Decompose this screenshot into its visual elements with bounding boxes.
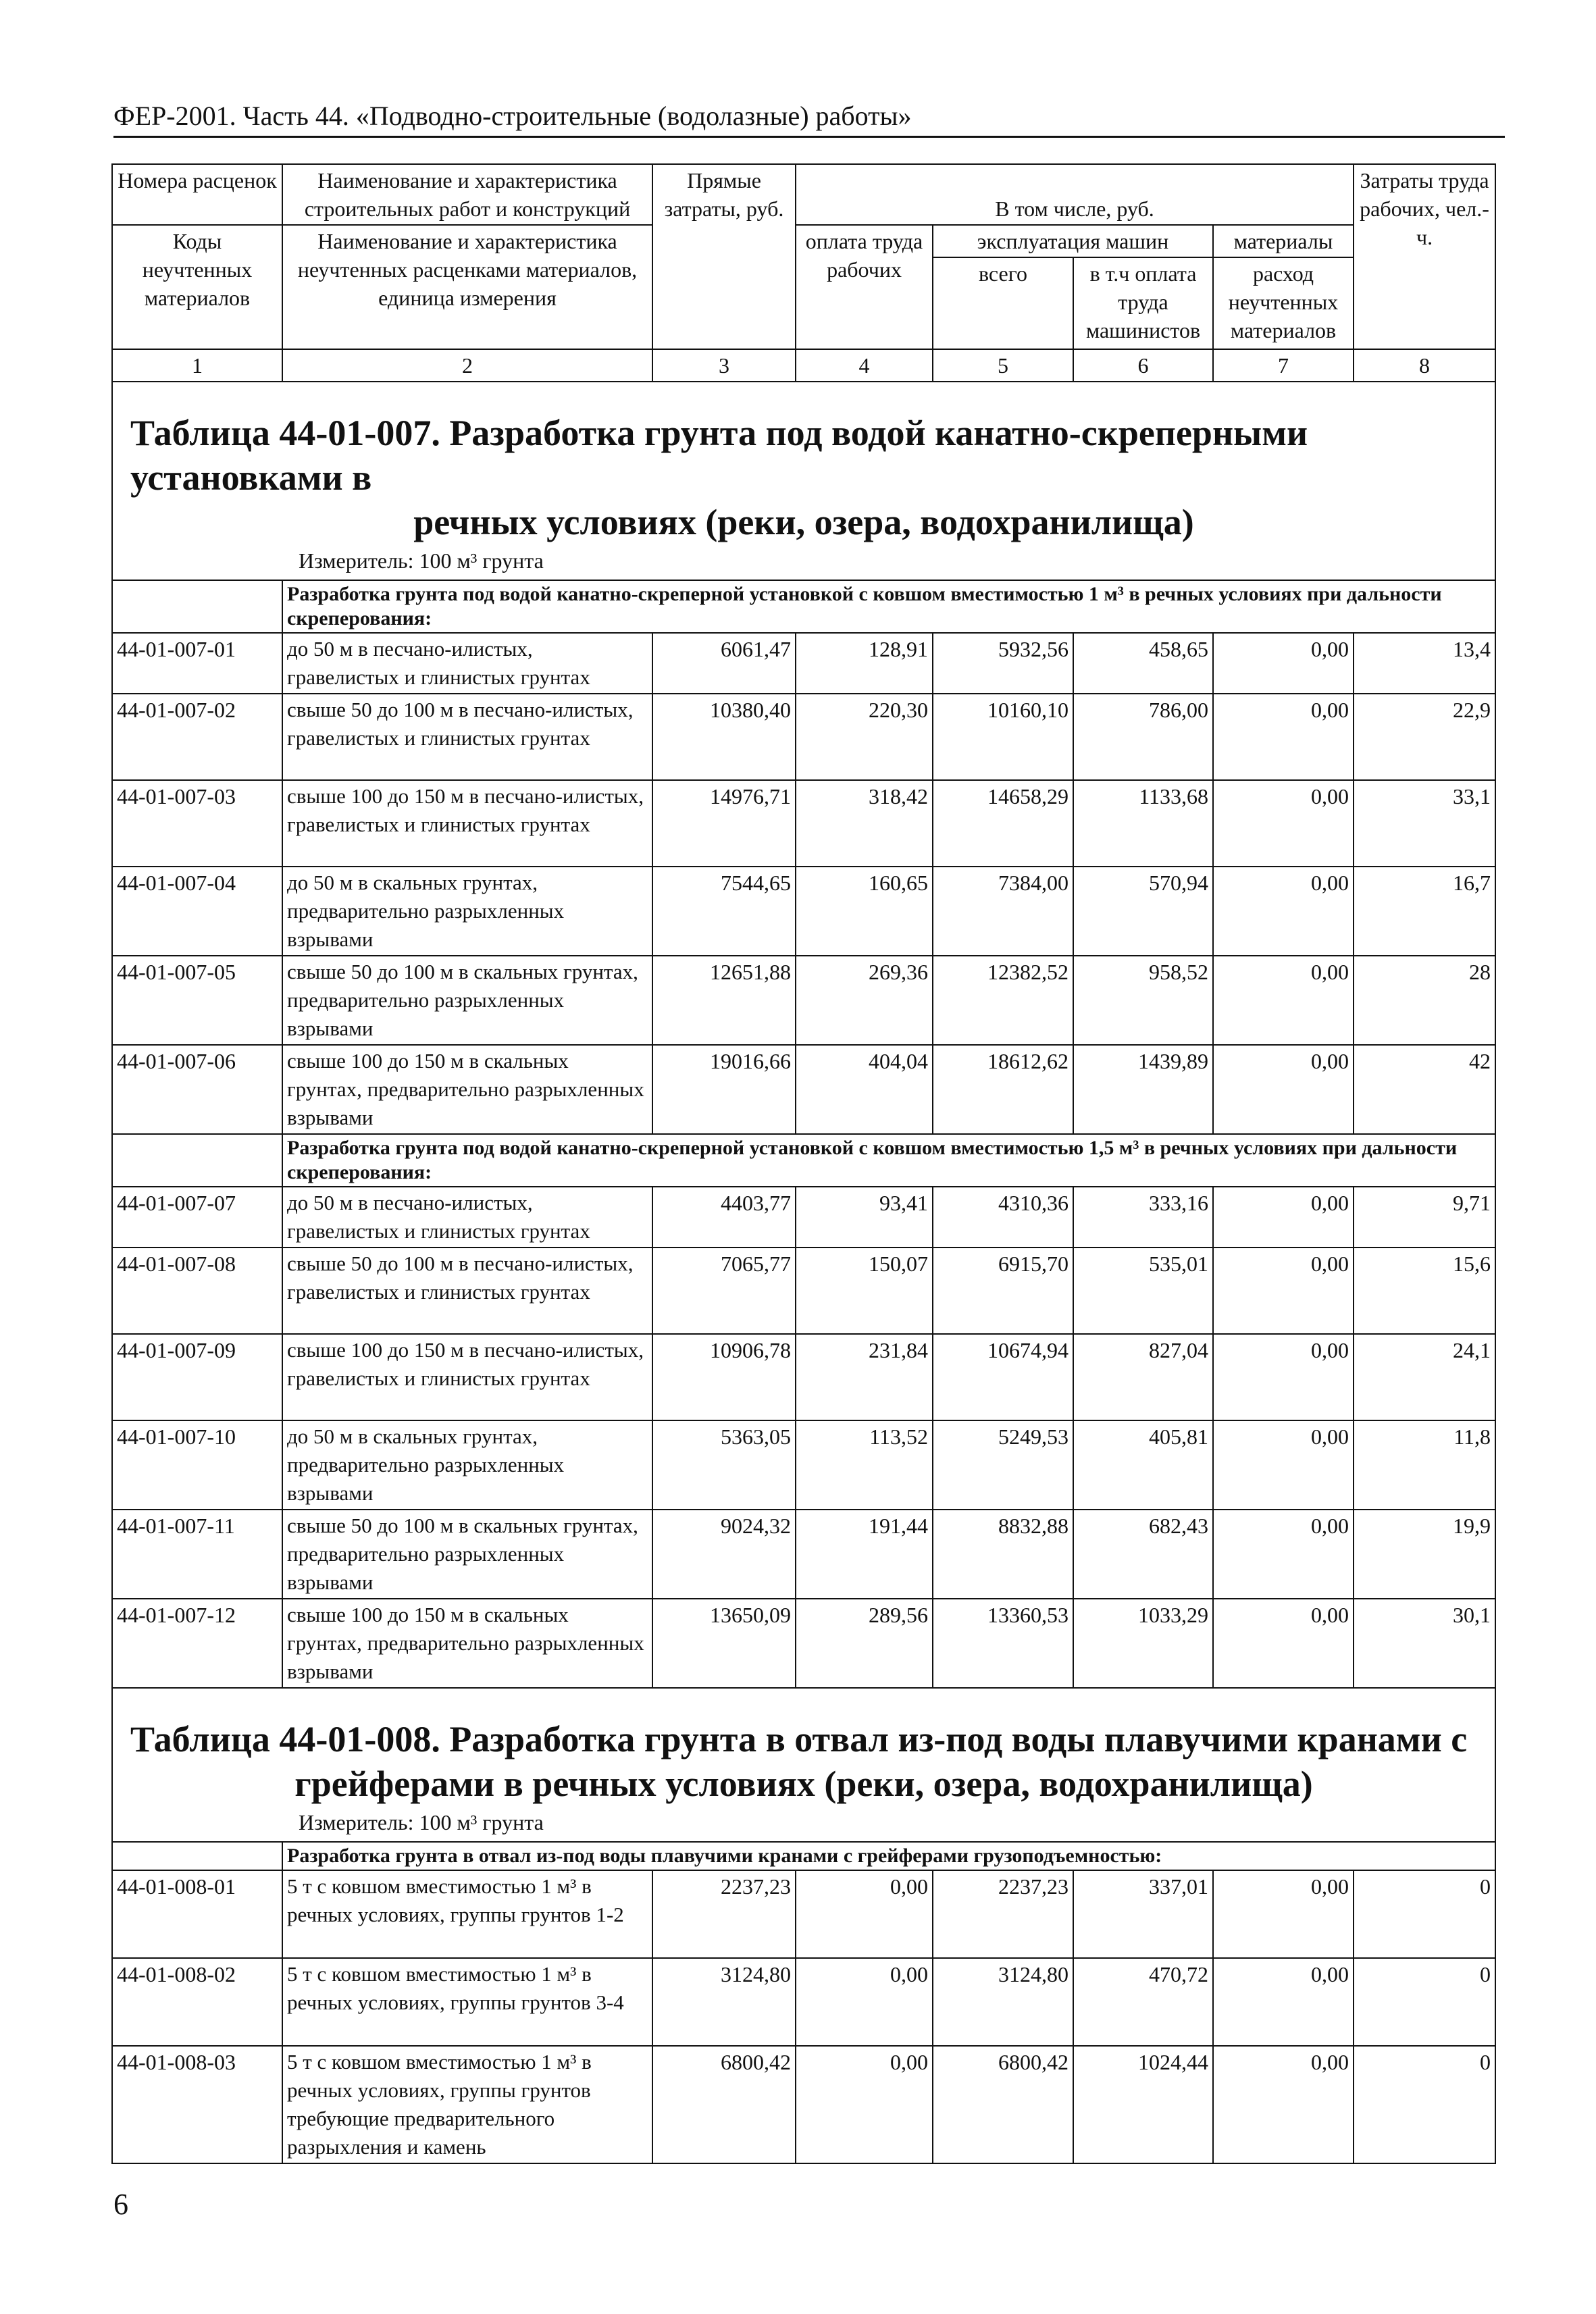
column-number: 2 <box>282 349 652 382</box>
direct-costs: 13650,09 <box>652 1599 796 1688</box>
machines-wages-value: 1024,44 <box>1073 2046 1213 2163</box>
machines-total-value: 2237,23 <box>933 1870 1073 1958</box>
machines-wages-value: 333,16 <box>1073 1187 1213 1248</box>
materials-value: 0,00 <box>1213 780 1354 867</box>
rate-code: 44-01-007-03 <box>112 780 282 867</box>
work-description: свыше 50 до 100 м в скальных грунтах, предварительно разрыхленных взрывами <box>282 1510 652 1599</box>
machines-wages-value: 682,43 <box>1073 1510 1213 1599</box>
machines-total-value: 6915,70 <box>933 1248 1073 1334</box>
table-row <box>112 2046 1495 2163</box>
direct-costs: 10380,40 <box>652 694 796 780</box>
section-heading: Разработка грунта под водой канатно-скреперной установкой с ковшом вместимостью 1 м³ в речных условиях при дальности скреперования: <box>282 580 1495 633</box>
table-row <box>112 1334 1495 1420</box>
labor-costs-value: 16,7 <box>1354 867 1495 956</box>
column-number: 3 <box>652 349 796 382</box>
table-row <box>112 694 1495 780</box>
rate-code: 44-01-007-05 <box>112 956 282 1045</box>
labor-costs-value: 42 <box>1354 1045 1495 1134</box>
column-number: 7 <box>1213 349 1354 382</box>
table-row <box>112 780 1495 867</box>
materials-value: 0,00 <box>1213 1510 1354 1599</box>
labor-costs-value: 0 <box>1354 1870 1495 1958</box>
wages-value: 269,36 <box>796 956 933 1045</box>
work-description: 5 т с ковшом вместимостью 1 м³ в речных условиях, группы грунтов требующие предварительного разрыхления и камень <box>282 2046 652 2163</box>
machines-total-value: 14658,29 <box>933 780 1073 867</box>
machines-wages-value: 470,72 <box>1073 1958 1213 2046</box>
work-description: до 50 м в скальных грунтах, предварительно разрыхленных взрывами <box>282 867 652 956</box>
wages-value: 404,04 <box>796 1045 933 1134</box>
labor-costs-value: 15,6 <box>1354 1248 1495 1334</box>
wages-value: 0,00 <box>796 1958 933 2046</box>
materials-value: 0,00 <box>1213 1045 1354 1134</box>
column-number: 8 <box>1354 349 1495 382</box>
table-title-row <box>112 382 1495 546</box>
table-row <box>112 1248 1495 1334</box>
machines-wages-value: 1133,68 <box>1073 780 1213 867</box>
machines-total-value: 13360,53 <box>933 1599 1073 1688</box>
materials-value: 0,00 <box>1213 1958 1354 2046</box>
wages-value: 231,84 <box>796 1334 933 1420</box>
labor-costs-value: 24,1 <box>1354 1334 1495 1420</box>
header-machines-wages: в т.ч оплата труда машинистов <box>1073 257 1213 349</box>
table-title-row <box>112 1688 1495 1807</box>
work-description: до 50 м в скальных грунтах, предварительно разрыхленных взрывами <box>282 1420 652 1510</box>
rate-code: 44-01-008-02 <box>112 1958 282 2046</box>
work-description: до 50 м в песчано-илистых, гравелистых и глинистых грунтах <box>282 1187 652 1248</box>
machines-wages-value: 1439,89 <box>1073 1045 1213 1134</box>
header-code-bottom: Коды неучтенных материалов <box>112 225 282 349</box>
machines-wages-value: 337,01 <box>1073 1870 1213 1958</box>
direct-costs: 7065,77 <box>652 1248 796 1334</box>
column-number: 6 <box>1073 349 1213 382</box>
rate-code: 44-01-007-07 <box>112 1187 282 1248</box>
table-row <box>112 956 1495 1045</box>
materials-value: 0,00 <box>1213 2046 1354 2163</box>
machines-total-value: 7384,00 <box>933 867 1073 956</box>
table-title <box>112 382 1495 546</box>
rate-code: 44-01-007-11 <box>112 1510 282 1599</box>
machines-wages-value: 535,01 <box>1073 1248 1213 1334</box>
direct-costs: 7544,65 <box>652 867 796 956</box>
wages-value: 318,42 <box>796 780 933 867</box>
machines-total-value: 18612,62 <box>933 1045 1073 1134</box>
unit-row <box>112 546 1495 580</box>
labor-costs-value: 0 <box>1354 2046 1495 2163</box>
header-machines-total: всего <box>933 257 1073 349</box>
machines-wages-value: 570,94 <box>1073 867 1213 956</box>
labor-costs-value: 9,71 <box>1354 1187 1495 1248</box>
wages-value: 150,07 <box>796 1248 933 1334</box>
direct-costs: 3124,80 <box>652 1958 796 2046</box>
section-row <box>112 1134 1495 1187</box>
machines-total-value: 5249,53 <box>933 1420 1073 1510</box>
table-row <box>112 1187 1495 1248</box>
rate-code: 44-01-008-01 <box>112 1870 282 1958</box>
header-name-top: Наименование и характеристика строительных работ и конструкций <box>282 164 652 225</box>
header-including: В том числе, руб. <box>796 164 1354 225</box>
direct-costs: 19016,66 <box>652 1045 796 1134</box>
machines-wages-value: 405,81 <box>1073 1420 1213 1510</box>
direct-costs: 9024,32 <box>652 1510 796 1599</box>
direct-costs: 6061,47 <box>652 633 796 694</box>
table-title-continued: грейферами в речных условиях (реки, озера, водохранилища) <box>294 1764 1313 1804</box>
wages-value: 128,91 <box>796 633 933 694</box>
header-materials: материалы <box>1213 225 1354 257</box>
machines-total-value: 8832,88 <box>933 1510 1073 1599</box>
rate-code: 44-01-007-06 <box>112 1045 282 1134</box>
materials-value: 0,00 <box>1213 1420 1354 1510</box>
page-number: 6 <box>113 2188 128 2221</box>
section-row <box>112 1842 1495 1870</box>
table-row <box>112 1510 1495 1599</box>
labor-costs-value: 19,9 <box>1354 1510 1495 1599</box>
work-description: свыше 100 до 150 м в песчано-илистых, гравелистых и глинистых грунтах <box>282 780 652 867</box>
machines-wages-value: 458,65 <box>1073 633 1213 694</box>
table-row <box>112 1420 1495 1510</box>
direct-costs: 5363,05 <box>652 1420 796 1510</box>
table-row <box>112 867 1495 956</box>
machines-total-value: 12382,52 <box>933 956 1073 1045</box>
section-spacer <box>112 580 282 633</box>
machines-total-value: 10674,94 <box>933 1334 1073 1420</box>
table-row <box>112 1958 1495 2046</box>
materials-value: 0,00 <box>1213 1599 1354 1688</box>
wages-value: 289,56 <box>796 1599 933 1688</box>
wages-value: 113,52 <box>796 1420 933 1510</box>
wages-value: 93,41 <box>796 1187 933 1248</box>
machines-wages-value: 827,04 <box>1073 1334 1213 1420</box>
machines-wages-value: 958,52 <box>1073 956 1213 1045</box>
machines-wages-value: 1033,29 <box>1073 1599 1213 1688</box>
machines-wages-value: 786,00 <box>1073 694 1213 780</box>
header-wages: оплата труда рабочих <box>796 225 933 349</box>
work-description: свыше 50 до 100 м в скальных грунтах, предварительно разрыхленных взрывами <box>282 956 652 1045</box>
direct-costs: 2237,23 <box>652 1870 796 1958</box>
direct-costs: 10906,78 <box>652 1334 796 1420</box>
table-title <box>112 1688 1495 1807</box>
materials-value: 0,00 <box>1213 1334 1354 1420</box>
materials-value: 0,00 <box>1213 1870 1354 1958</box>
labor-costs-value: 28 <box>1354 956 1495 1045</box>
work-description: 5 т с ковшом вместимостью 1 м³ в речных условиях, группы грунтов 3-4 <box>282 1958 652 2046</box>
labor-costs-value: 0 <box>1354 1958 1495 2046</box>
work-description: свыше 50 до 100 м в песчано-илистых, гравелистых и глинистых грунтах <box>282 694 652 780</box>
column-number: 1 <box>112 349 282 382</box>
unit-row <box>112 1807 1495 1842</box>
materials-value: 0,00 <box>1213 633 1354 694</box>
section-heading: Разработка грунта в отвал из-под воды плавучими кранами с грейферами грузоподъемностью: <box>282 1842 1495 1870</box>
rate-code: 44-01-007-02 <box>112 694 282 780</box>
column-number: 4 <box>796 349 933 382</box>
section-heading: Разработка грунта под водой канатно-скреперной установкой с ковшом вместимостью 1,5 м³ в речных условиях при дальности скреперования: <box>282 1134 1495 1187</box>
wages-value: 0,00 <box>796 2046 933 2163</box>
labor-costs-value: 22,9 <box>1354 694 1495 780</box>
header-name-bottom: Наименование и характеристика неучтенных расценками материалов, единица измерения <box>282 225 652 349</box>
wages-value: 0,00 <box>796 1870 933 1958</box>
rate-code: 44-01-007-08 <box>112 1248 282 1334</box>
machines-total-value: 5932,56 <box>933 633 1073 694</box>
labor-costs-value: 11,8 <box>1354 1420 1495 1510</box>
materials-value: 0,00 <box>1213 1248 1354 1334</box>
rate-code: 44-01-007-12 <box>112 1599 282 1688</box>
direct-costs: 6800,42 <box>652 2046 796 2163</box>
machines-total-value: 10160,10 <box>933 694 1073 780</box>
rates-table <box>111 163 1496 2164</box>
rate-code: 44-01-007-10 <box>112 1420 282 1510</box>
work-description: до 50 м в песчано-илистых, гравелистых и глинистых грунтах <box>282 633 652 694</box>
header-direct-costs: Прямые затраты, руб. <box>652 164 796 349</box>
wages-value: 160,65 <box>796 867 933 956</box>
materials-value: 0,00 <box>1213 694 1354 780</box>
rate-code: 44-01-007-04 <box>112 867 282 956</box>
wages-value: 191,44 <box>796 1510 933 1599</box>
table-row <box>112 633 1495 694</box>
table-row <box>112 1870 1495 1958</box>
work-description: свыше 100 до 150 м в песчано-илистых, гравелистых и глинистых грунтах <box>282 1334 652 1420</box>
machines-total-value: 3124,80 <box>933 1958 1073 2046</box>
direct-costs: 14976,71 <box>652 780 796 867</box>
rate-code: 44-01-008-03 <box>112 2046 282 2163</box>
header-code-top: Номера расценок <box>112 164 282 225</box>
work-description: 5 т с ковшом вместимостью 1 м³ в речных условиях, группы грунтов 1-2 <box>282 1870 652 1958</box>
work-description: свыше 100 до 150 м в скальных грунтах, предварительно разрыхленных взрывами <box>282 1599 652 1688</box>
table-title-main: Таблица 44-01-007. Разработка грунта под водой канатно-скреперными установками в <box>130 413 1308 498</box>
labor-costs-value: 13,4 <box>1354 633 1495 694</box>
table-title-main: Таблица 44-01-008. Разработка грунта в отвал из-под воды плавучими кранами с <box>130 1719 1468 1759</box>
labor-costs-value: 30,1 <box>1354 1599 1495 1688</box>
header-materials-consumption: расход неучтенных материалов <box>1213 257 1354 349</box>
work-description: свыше 100 до 150 м в скальных грунтах, предварительно разрыхленных взрывами <box>282 1045 652 1134</box>
header-machines: эксплуатация машин <box>933 225 1213 257</box>
materials-value: 0,00 <box>1213 956 1354 1045</box>
work-description: свыше 50 до 100 м в песчано-илистых, гравелистых и глинистых грунтах <box>282 1248 652 1334</box>
labor-costs-value: 33,1 <box>1354 780 1495 867</box>
section-row <box>112 580 1495 633</box>
table-row <box>112 1599 1495 1688</box>
direct-costs: 12651,88 <box>652 956 796 1045</box>
section-spacer <box>112 1842 282 1870</box>
direct-costs: 4403,77 <box>652 1187 796 1248</box>
section-spacer <box>112 1134 282 1187</box>
table-row <box>112 1045 1495 1134</box>
table-title-continued: речных условиях (реки, озера, водохранилища) <box>413 502 1194 542</box>
column-number: 5 <box>933 349 1073 382</box>
header-labor-costs: Затраты труда рабочих, чел.-ч. <box>1354 164 1495 349</box>
page-header: ФЕР-2001. Часть 44. «Подводно-строительные (водолазные) работы» <box>113 100 1505 138</box>
unit-of-measure: Измеритель: 100 м³ грунта <box>112 1807 1495 1842</box>
machines-total-value: 6800,42 <box>933 2046 1073 2163</box>
rate-code: 44-01-007-01 <box>112 633 282 694</box>
materials-value: 0,00 <box>1213 867 1354 956</box>
unit-of-measure: Измеритель: 100 м³ грунта <box>112 546 1495 580</box>
rate-code: 44-01-007-09 <box>112 1334 282 1420</box>
machines-total-value: 4310,36 <box>933 1187 1073 1248</box>
wages-value: 220,30 <box>796 694 933 780</box>
materials-value: 0,00 <box>1213 1187 1354 1248</box>
